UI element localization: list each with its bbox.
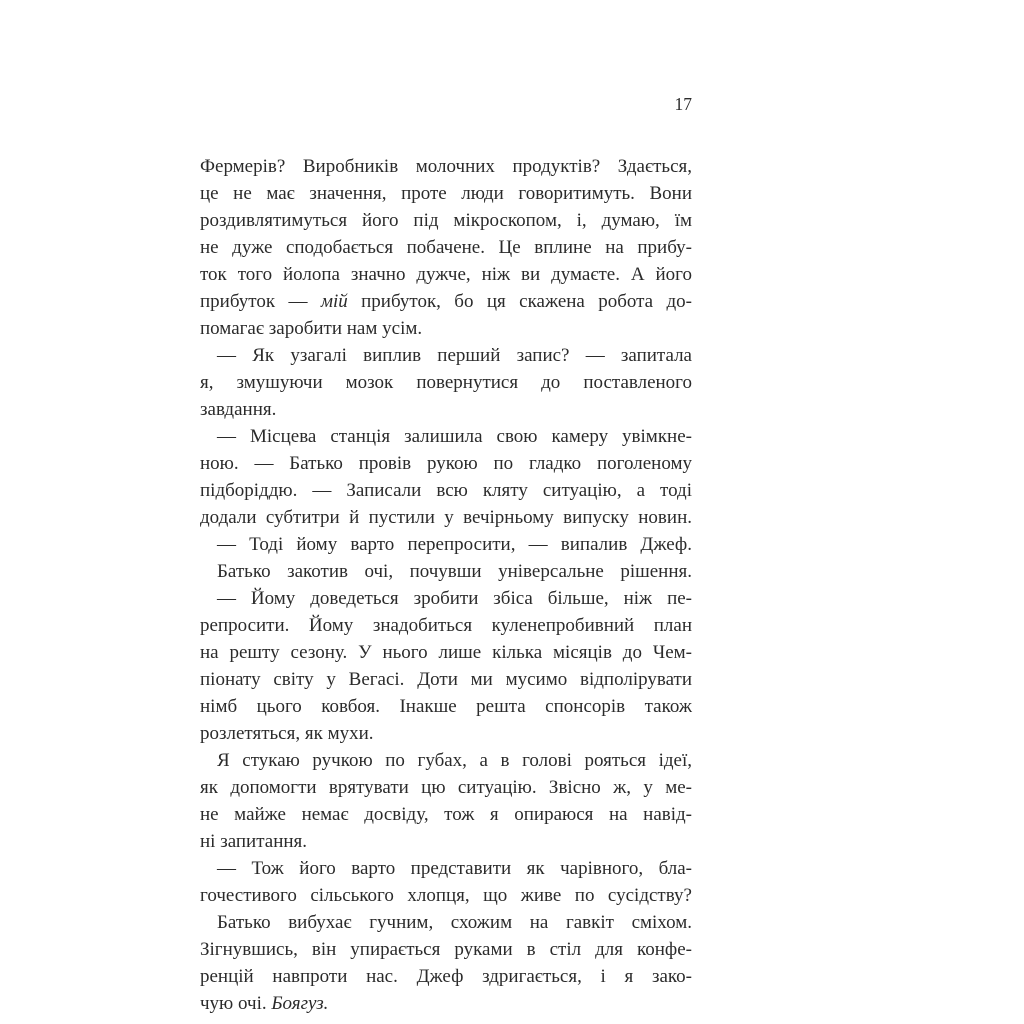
text-line: Я стукаю ручкою по губах, а в голові рояться ідеї, [217,750,692,771]
text-line: ні запитання. [200,831,308,852]
text-line: репросити. Йому знадобиться куленепробивний план [200,615,692,636]
text-line: я, змушуючи мозок повернутися до поставленого [200,372,692,393]
text-line: Зігнувшись, він упирається руками в стіл для конфе- [200,939,692,960]
text-line: як допомогти врятувати цю ситуацію. Звісно ж, у ме- [200,777,692,798]
text-line: Батько закотив очі, почувши універсальне рішення. [217,561,692,582]
paragraph [200,909,692,1017]
text-line: завдання. [200,399,277,420]
text-line: — Йому доведеться зробити збіса більше, ніж пе- [217,588,692,609]
text-line: — Тож його варто представити як чарівного, бла- [217,858,692,879]
paragraph [200,423,692,531]
paragraph [200,747,692,855]
text-line: помагає заробити нам усім. [200,318,423,339]
text-line: це не має значення, проте люди говоритимуть. Вони [200,183,692,204]
page-number: 17 [674,94,692,114]
text-line: не майже немає досвіду, тож я опираюся на навід- [200,804,692,825]
page-text [200,153,692,1017]
text-line: чую очі. Боягуз. [200,993,329,1014]
text-line: піонату світу у Вегасі. Доти ми мусимо відполірувати [200,669,692,690]
text-line: прибуток — мій прибуток, бо ця скажена робота до- [200,291,692,312]
paragraph [200,855,692,909]
paragraph [200,558,692,585]
text-line: німб цього ковбоя. Інакше решта спонсорів також [200,696,692,717]
paragraph [200,153,692,342]
text-line: ренцій навпроти нас. Джеф здригається, і я зако- [200,966,692,987]
text-line: на решту сезону. У нього лише кілька місяців до Чем- [200,642,692,663]
text-line: додали субтитри й пустили у вечірньому випуску новин. [200,507,692,528]
paragraph [200,585,692,747]
text-line: роздивлятимуться його під мікроскопом, і, думаю, їм [200,210,692,231]
text-line: — Як узагалі виплив перший запис? — запитала [217,345,692,366]
paragraph [200,531,692,558]
text-line: ною. — Батько провів рукою по гладко поголеному [200,453,692,474]
text-line: — Місцева станція залишила свою камеру увімкне- [217,426,692,447]
paragraph [200,342,692,423]
text-line: — Тоді йому варто перепросити, — випалив Джеф. [217,534,692,555]
text-line: Фермерів? Виробників молочних продуктів? Здається, [200,156,692,177]
text-line: гочестивого сільського хлопця, що живе по сусідству? [200,885,692,906]
text-line: Батько вибухає гучним, схожим на гавкіт сміхом. [217,912,692,933]
text-line: підборіддю. — Записали всю кляту ситуацію, а тоді [200,480,692,501]
text-line: не дуже сподобається побачене. Це вплине на прибу- [200,237,692,258]
text-line: ток того йолопа значно дужче, ніж ви думаєте. А його [200,264,692,285]
text-line: розлетяться, як мухи. [200,723,374,744]
